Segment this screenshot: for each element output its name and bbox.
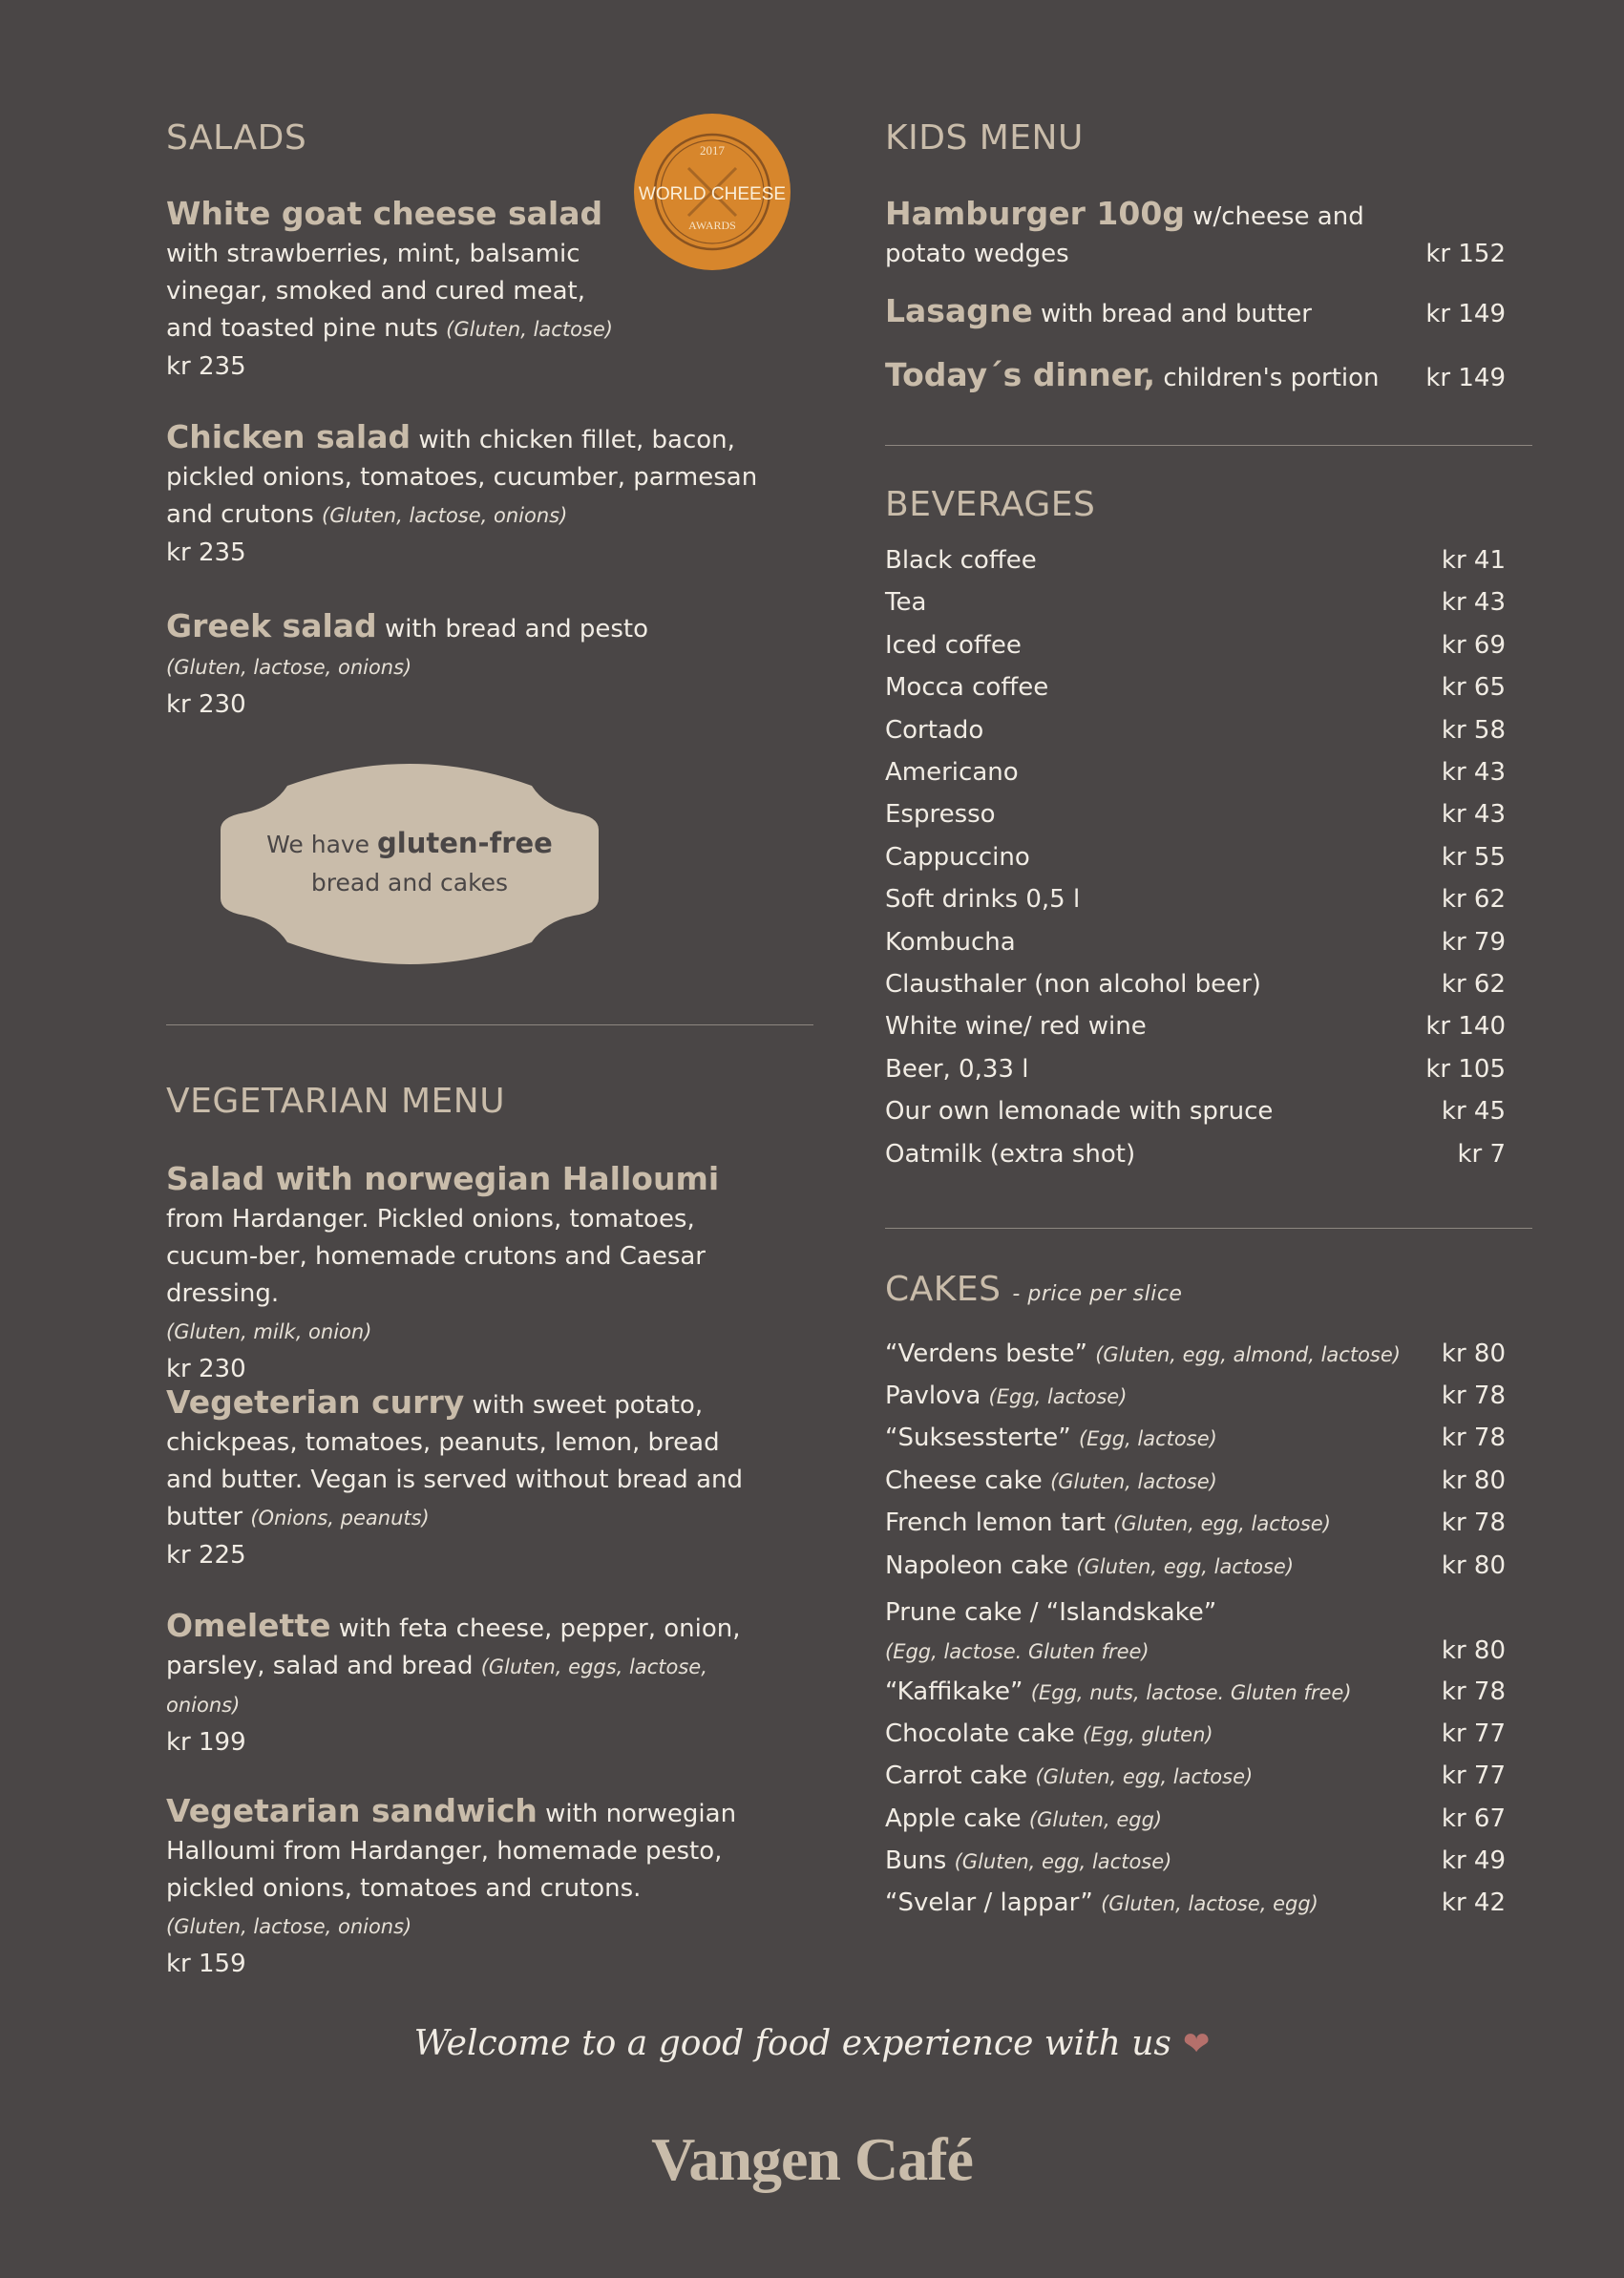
item-desc: w/cheese and (1192, 202, 1364, 231)
cake-name: French lemon tart (885, 1508, 1106, 1537)
cake-name: “Svelar / lappar” (885, 1888, 1093, 1917)
cake-name: “Suksessterte” (885, 1424, 1071, 1452)
item-desc: with chicken fillet, bacon, pickled onions, tomatoes, cucumber, parmesan and crutons (166, 426, 758, 529)
item-desc: with bread and butter (1040, 300, 1312, 328)
cake-label (885, 1508, 1331, 1537)
cake-allergens: (Gluten, egg, lactose) (1113, 1512, 1331, 1535)
item-allergens: (Gluten, milk, onion) (166, 1320, 372, 1343)
cake-row (885, 1424, 1506, 1452)
cake-row (885, 1382, 1506, 1410)
beverage-price: kr 62 (1441, 970, 1506, 999)
item-desc: with norwegian Halloumi from Hardanger, homemade pesto, pickled onions, tomatoes and crutons. (166, 1800, 737, 1903)
cake-label (885, 1846, 1171, 1875)
divider (885, 1228, 1532, 1229)
cake-label (885, 1339, 1401, 1368)
badge-year: 2017 (700, 143, 725, 158)
item-allergens: (Gluten, lactose) (446, 318, 613, 341)
item-allergens: (Gluten, lactose, onions) (166, 1915, 412, 1938)
item-name: Today´s dinner, (885, 356, 1156, 393)
beverage-price: kr 43 (1441, 800, 1506, 830)
menu-item (166, 1160, 758, 1388)
cake-price: kr 78 (1441, 1508, 1506, 1537)
kids-item (885, 356, 1506, 393)
beverage-name: Beer, 0,33 l (885, 1054, 1029, 1084)
menu-item (166, 1792, 758, 1983)
beverage-name: Iced coffee (885, 630, 1022, 660)
beverage-price: kr 105 (1425, 1054, 1506, 1084)
beverage-name: Oatmilk (extra shot) (885, 1139, 1136, 1169)
item-price: kr 199 (166, 1728, 246, 1757)
cake-price: kr 67 (1441, 1804, 1506, 1833)
cake-name: Cheese cake (885, 1466, 1043, 1495)
cake-label (885, 1382, 1127, 1410)
beverage-row (885, 970, 1506, 999)
menu-item (166, 607, 758, 724)
cake-label (885, 1804, 1162, 1833)
gluten-free-plaque (221, 759, 599, 969)
cake-row (885, 1677, 1506, 1706)
item-price: kr 230 (166, 1355, 246, 1383)
cake-label (885, 1888, 1318, 1917)
kids-item (885, 292, 1506, 329)
beverage-row (885, 758, 1506, 787)
item-allergens: (Gluten, lactose, onions) (322, 504, 568, 527)
award-seal-icon (633, 113, 791, 271)
beverage-price: kr 43 (1441, 758, 1506, 787)
divider (885, 445, 1532, 446)
item-price: kr 149 (1425, 300, 1506, 328)
beverage-price: kr 65 (1441, 673, 1506, 703)
beverage-price: kr 43 (1441, 588, 1506, 618)
welcome-message (0, 2024, 1624, 2063)
beverage-row (885, 1012, 1506, 1041)
beverage-name: Espresso (885, 800, 996, 830)
cake-name: Chocolate cake (885, 1719, 1075, 1748)
cake-allergens: (Gluten, lactose) (1050, 1470, 1217, 1493)
beverage-name: Tea (885, 588, 927, 618)
menu-item (166, 1607, 758, 1761)
item-name: Omelette (166, 1607, 331, 1644)
item-desc: with feta cheese, pepper, onion, parsley, salad and bread (166, 1614, 741, 1680)
cake-price: kr 80 (1441, 1339, 1506, 1368)
beverage-name: Americano (885, 758, 1019, 787)
beverage-row (885, 716, 1506, 745)
cake-name: Carrot cake (885, 1761, 1028, 1790)
item-price: kr 235 (166, 538, 246, 567)
cake-allergens: (Gluten, egg, lactose) (954, 1850, 1172, 1873)
item-price: kr 230 (166, 690, 246, 719)
cake-label (885, 1466, 1217, 1495)
beverage-row (885, 631, 1506, 660)
cake-allergens: (Gluten, lactose, egg) (1101, 1892, 1318, 1915)
gluten-free-text (221, 824, 599, 902)
beverage-row (885, 546, 1506, 575)
cake-allergens: (Gluten, egg, lactose) (1035, 1765, 1254, 1788)
badge-line2: AWARDS (688, 219, 736, 232)
item-price: kr 235 (166, 352, 246, 381)
item-price: kr 152 (1425, 240, 1506, 268)
beverage-name: Black coffee (885, 546, 1037, 575)
cake-row (885, 1846, 1506, 1875)
cake-name: Apple cake (885, 1804, 1022, 1833)
cakes-title: CAKES (885, 1270, 1002, 1309)
cake-allergens: (Egg, gluten) (1082, 1723, 1213, 1746)
item-desc: from Hardanger. Pickled onions, tomatoes, cucum-ber, homemade crutons and Caesar dressing. (166, 1205, 706, 1308)
beverage-row (885, 673, 1506, 702)
beverage-name: White wine/ red wine (885, 1012, 1147, 1042)
menu-item (166, 418, 758, 572)
menu-item (166, 195, 615, 386)
item-allergens: (Gluten, eggs, lactose, onions) (166, 1656, 707, 1717)
item-desc: with bread and pesto (384, 615, 649, 643)
item-name: Hamburger 100g (885, 195, 1185, 232)
beverage-name: Soft drinks 0,5 l (885, 885, 1081, 915)
cake-label (885, 1761, 1253, 1790)
item-price: kr 149 (1425, 364, 1506, 392)
vegetarian-title: VEGETARIAN MENU (166, 1082, 506, 1121)
cake-row (885, 1551, 1506, 1580)
item-desc2: potato wedges (885, 240, 1069, 268)
beverage-row (885, 800, 1506, 829)
item-price: kr 225 (166, 1541, 246, 1570)
cake-row (885, 1888, 1506, 1917)
cake-row (885, 1339, 1506, 1368)
cake-allergens: (Egg, lactose) (988, 1385, 1128, 1408)
divider (166, 1024, 813, 1025)
item-price: kr 159 (166, 1950, 246, 1978)
cake-label (885, 1424, 1217, 1452)
cake-row (885, 1508, 1506, 1537)
cake-name: Prune cake / “Islandskake” (885, 1598, 1217, 1627)
beverage-name: Cappuccino (885, 842, 1030, 872)
item-name: Vegetarian sandwich (166, 1792, 538, 1829)
cake-price: kr 78 (1441, 1424, 1506, 1452)
item-desc: children's portion (1163, 364, 1380, 392)
item-desc: with strawberries, mint, balsamic vinegar, smoked and cured meat, and toasted pine nuts (166, 240, 585, 343)
beverage-price: kr 45 (1441, 1097, 1506, 1127)
cake-price: kr 77 (1441, 1761, 1506, 1790)
cake-price: kr 80 (1441, 1466, 1506, 1495)
beverage-row (885, 1140, 1506, 1169)
beverage-price: kr 7 (1457, 1139, 1506, 1169)
item-name: Lasagne (885, 292, 1033, 329)
gf-line1-b: gluten-free (377, 827, 553, 859)
gf-line2: bread and cakes (310, 869, 509, 896)
badge-line1: WORLD CHEESE (638, 184, 787, 204)
cafe-logo: Vangen Café (651, 2125, 973, 2193)
beverage-price: kr 62 (1441, 885, 1506, 915)
cake-price: kr 78 (1441, 1382, 1506, 1410)
beverages-title: BEVERAGES (885, 485, 1096, 524)
beverage-price: kr 58 (1441, 715, 1506, 745)
beverage-price: kr 41 (1441, 546, 1506, 575)
cake-allergens: (Gluten, egg) (1028, 1808, 1163, 1831)
world-cheese-awards-badge (633, 113, 791, 271)
beverage-row (885, 1055, 1506, 1084)
cake-label (885, 1551, 1294, 1580)
cake-row (885, 1804, 1506, 1833)
cakes-heading (885, 1270, 1182, 1309)
cake-name: Pavlova (885, 1382, 981, 1410)
cake-label (885, 1719, 1213, 1748)
beverage-price: kr 55 (1441, 842, 1506, 872)
cake-allergens: (Egg, lactose) (1078, 1427, 1217, 1450)
item-name: White goat cheese salad (166, 195, 603, 232)
cake-name: Buns (885, 1846, 947, 1875)
salads-title: SALADS (166, 118, 307, 158)
item-allergens: (Gluten, lactose, onions) (166, 656, 412, 679)
beverage-name: Kombucha (885, 927, 1016, 957)
beverage-name: Mocca coffee (885, 673, 1049, 703)
beverage-name: Cortado (885, 715, 984, 745)
cakes-subtitle: - price per slice (1012, 1282, 1183, 1306)
cake-allergens: (Egg, nuts, lactose. Gluten free) (1030, 1681, 1352, 1704)
item-allergens: (Onions, peanuts) (250, 1507, 430, 1529)
cake-price: kr 42 (1441, 1888, 1506, 1917)
beverage-price: kr 79 (1441, 927, 1506, 957)
beverage-price: kr 69 (1441, 630, 1506, 660)
beverage-price: kr 140 (1425, 1012, 1506, 1042)
cake-allergens: (Gluten, egg, almond, lactose) (1095, 1343, 1401, 1366)
item-name: Salad with norwegian Halloumi (166, 1160, 720, 1197)
cake-row (885, 1761, 1506, 1790)
beverage-name: Our own lemonade with spruce (885, 1097, 1274, 1127)
kids-item (885, 195, 1506, 273)
cake-price: kr 80 (1441, 1636, 1506, 1665)
cake-name: “Verdens beste” (885, 1339, 1087, 1368)
beverage-row (885, 1097, 1506, 1126)
cake-price: kr 49 (1441, 1846, 1506, 1875)
kids-title: KIDS MENU (885, 118, 1084, 158)
beverage-name: Clausthaler (non alcohol beer) (885, 970, 1261, 999)
item-name: Vegeterian curry (166, 1383, 465, 1421)
cake-name: Napoleon cake (885, 1551, 1069, 1580)
cake-allergens: (Egg, lactose. Gluten free) (885, 1640, 1149, 1663)
item-name: Chicken salad (166, 418, 411, 455)
welcome-text: Welcome to a good food experience with us (413, 2024, 1171, 2063)
item-desc: with sweet potato, chickpeas, tomatoes, peanuts, lemon, bread and butter. Vegan is served without bread and butter (166, 1391, 743, 1531)
cake-name: “Kaffikake” (885, 1677, 1023, 1706)
cake-row (885, 1719, 1506, 1748)
beverage-row (885, 928, 1506, 957)
menu-item (166, 1383, 758, 1574)
beverage-row (885, 588, 1506, 617)
cake-label (885, 1677, 1352, 1706)
cake-allergens: (Gluten, egg, lactose) (1076, 1555, 1295, 1578)
heart-icon: ❤ (1182, 2025, 1211, 2063)
beverage-row (885, 885, 1506, 914)
item-name: Greek salad (166, 607, 377, 644)
beverage-row (885, 843, 1506, 872)
cake-price: kr 80 (1441, 1551, 1506, 1580)
cake-row (885, 1466, 1506, 1495)
cake-price: kr 77 (1441, 1719, 1506, 1748)
gf-line1-a: We have (266, 831, 370, 858)
cake-row (885, 1593, 1506, 1671)
cake-price: kr 78 (1441, 1677, 1506, 1706)
